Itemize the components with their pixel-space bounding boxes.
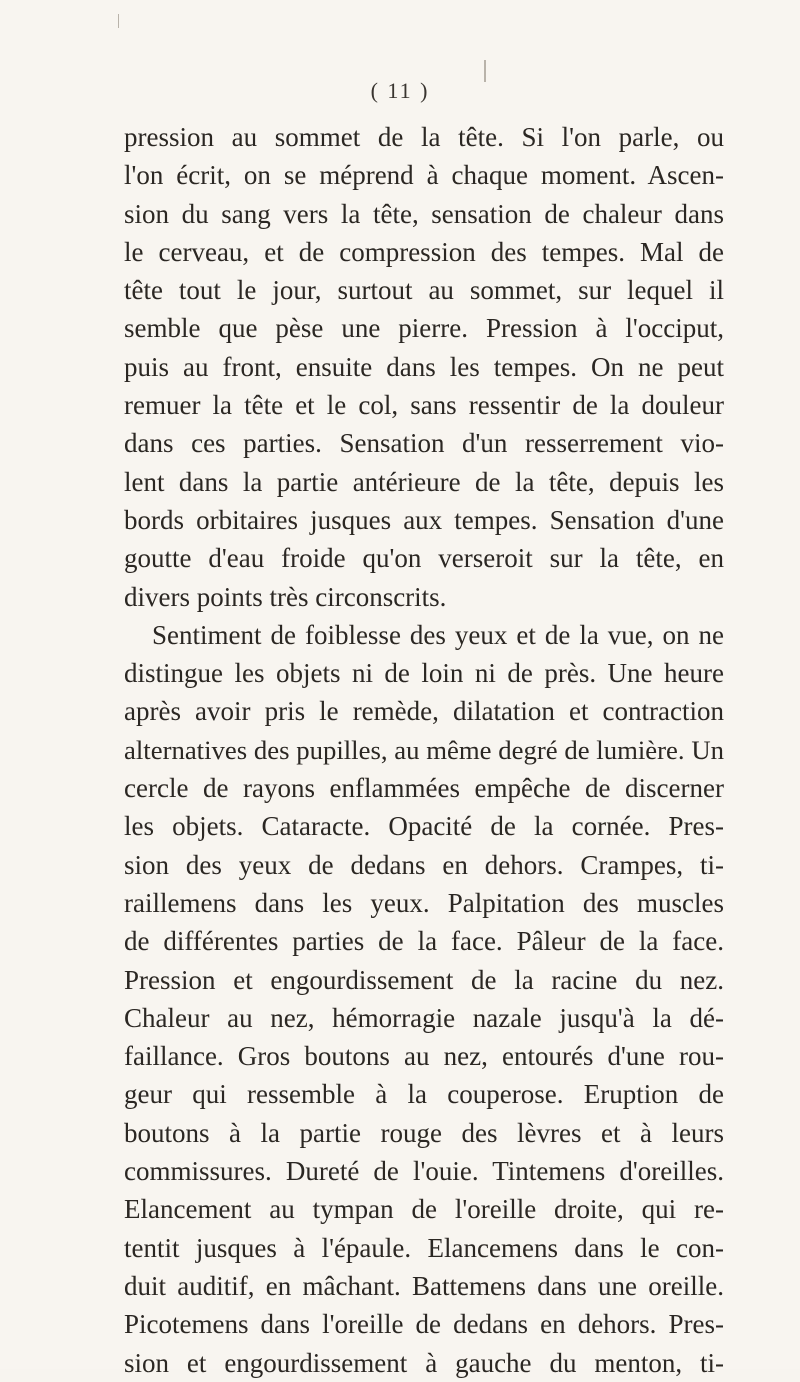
text-line: puis au front, ensuite dans les tempes. On ne peut <box>124 351 724 382</box>
text-line: dans ces parties. Sensation d'un resserrement vio- <box>124 428 724 459</box>
text-line-paragraph-end: divers points très circonscrits. <box>124 581 447 612</box>
text-line: après avoir pris le remède, dilatation et contraction <box>124 696 724 727</box>
text-line: remuer la tête et le col, sans ressentir de la douleur <box>124 390 724 421</box>
text-line: Picotemens dans l'oreille de dedans en dehors. Pres- <box>124 1309 724 1340</box>
body-text <box>124 118 724 1382</box>
text-line: duit auditif, en mâchant. Battemens dans une oreille. <box>124 1270 724 1301</box>
text-line: de différentes parties de la face. Pâleur de la face. <box>124 926 724 957</box>
text-line: sion du sang vers la tête, sensation de chaleur dans <box>124 198 724 229</box>
text-line: pression au sommet de la tête. Si l'on parle, ou <box>124 122 724 152</box>
page-number: ( 11 ) <box>370 78 430 103</box>
text-line-paragraph-start: Sentiment de foiblesse des yeux et de la vue, on ne <box>152 619 724 650</box>
text-line: goutte d'eau froide qu'on verseroit sur la tête, en <box>124 543 724 574</box>
text-line: boutons à la partie rouge des lèvres et à leurs <box>124 1117 724 1148</box>
text-line: l'on écrit, on se méprend à chaque moment. Ascen- <box>124 160 724 191</box>
text-line: faillance. Gros boutons au nez, entourés d'une rou- <box>124 1041 724 1072</box>
text-line: le cerveau, et de compression des tempes. Mal de <box>124 236 724 267</box>
text-line: semble que pèse une pierre. Pression à l'occiput, <box>124 313 724 344</box>
text-line: tentit jusques à l'épaule. Elancemens dans le con- <box>124 1232 724 1263</box>
text-line: tête tout le jour, surtout au sommet, sur lequel il <box>124 275 724 306</box>
text-line: cercle de rayons enflammées empêche de discerner <box>124 773 724 804</box>
text-line: sion et engourdissement à gauche du menton, ti- <box>124 1347 724 1378</box>
page-scratch-mark <box>118 14 119 28</box>
text-line: les objets. Cataracte. Opacité de la cornée. Pres- <box>124 811 724 842</box>
text-line: raillemens dans les yeux. Palpitation des muscles <box>124 887 724 918</box>
text-line: commissures. Dureté de l'ouie. Tintemens d'oreilles. <box>124 1156 724 1187</box>
text-line: alternatives des pupilles, au même degré de lumière. Un <box>124 734 724 765</box>
text-line: Elancement au tympan de l'oreille droite, qui re- <box>124 1194 724 1225</box>
text-line: distingue les objets ni de loin ni de près. Une heure <box>124 658 724 689</box>
text-line: geur qui ressemble à la couperose. Eruption de <box>124 1079 724 1110</box>
text-line: sion des yeux de dedans en dehors. Crampes, ti- <box>124 849 724 880</box>
text-line: bords orbitaires jusques aux tempes. Sensation d'une <box>124 504 724 535</box>
text-line: Pression et engourdissement de la racine du nez. <box>124 964 724 995</box>
text-line: Chaleur au nez, hémorragie nazale jusqu'à la dé- <box>124 1002 724 1033</box>
text-line: lent dans la partie antérieure de la tête, depuis les <box>124 466 724 497</box>
